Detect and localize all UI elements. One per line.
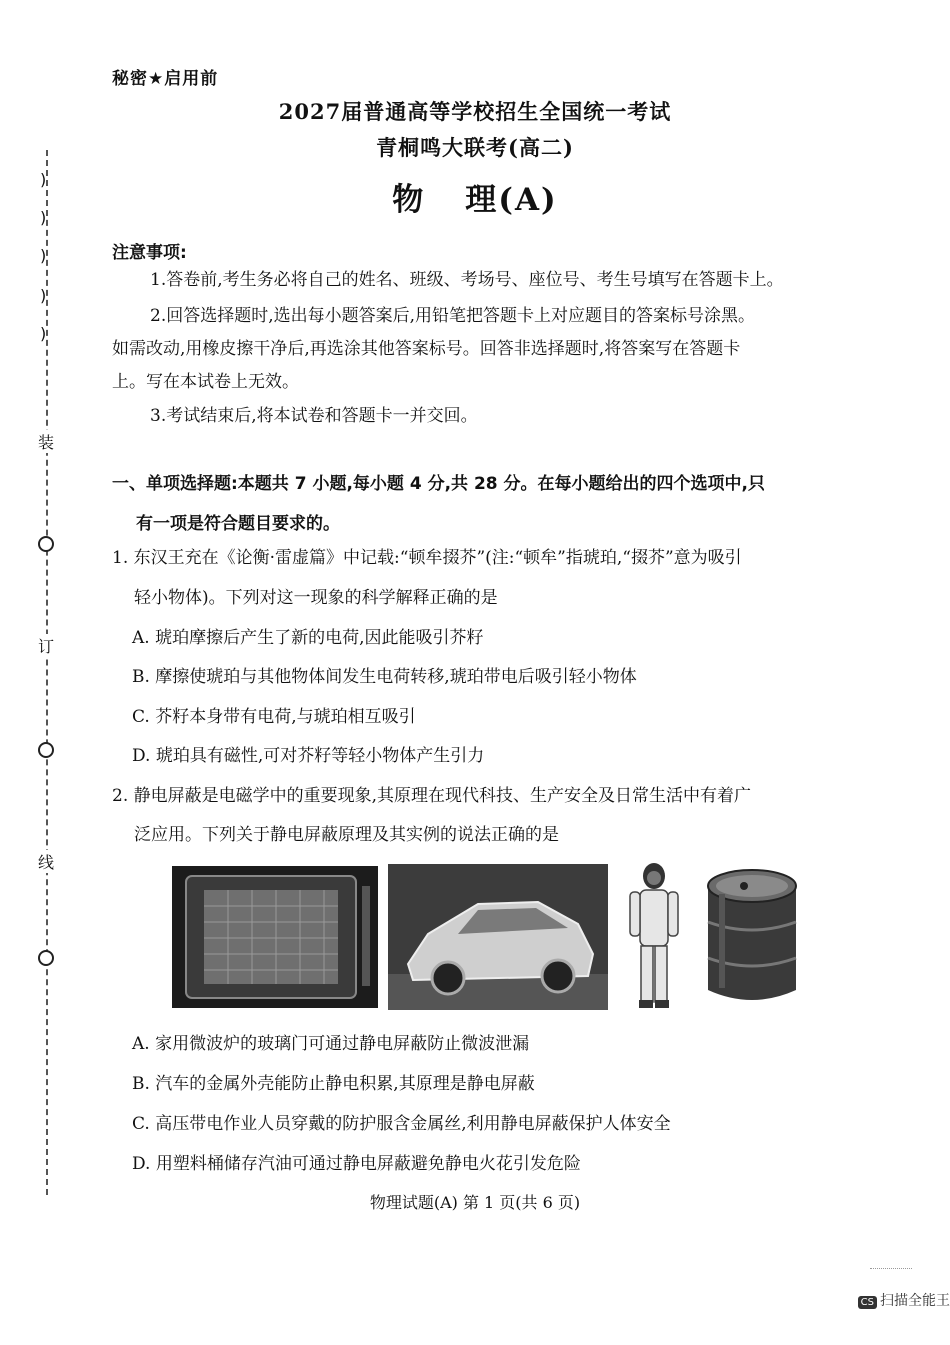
- question-2-stem: 2. 静电屏蔽是电磁学中的重要现象,其原理在现代科技、生产安全及日常生活中有着广: [112, 786, 752, 806]
- question-1-stem: 1. 东汉王充在《论衡·雷虚篇》中记载:“顿牟掇芥”(注:“顿牟”指琥珀,“掇芥”意为吸引: [112, 548, 742, 568]
- binding-hole: [38, 742, 54, 758]
- binding-hole: [38, 950, 54, 966]
- binding-label-xian: 线: [38, 850, 54, 873]
- exam-subtitle: 青桐鸣大联考(高二): [376, 135, 574, 160]
- question-1-option-b: B. 摩擦使琥珀与其他物体间发生电荷转移,琥珀带电后吸引轻小物体: [132, 667, 637, 687]
- question-2-option-a: A. 家用微波炉的玻璃门可通过静电屏蔽防止微波泄漏: [132, 1034, 530, 1054]
- binding-margin-line: [46, 150, 48, 1195]
- margin-bracket: ): [40, 170, 47, 189]
- margin-bracket: ): [40, 208, 47, 227]
- binding-label-ding: 订: [38, 634, 54, 657]
- protective-suit-image: [622, 860, 686, 1010]
- binding-hole: [38, 536, 54, 552]
- subject-title: [0, 174, 950, 219]
- question-2-stem: 泛应用。下列关于静电屏蔽原理及其实例的说法正确的是: [134, 825, 559, 845]
- margin-bracket: ): [40, 246, 47, 265]
- notice-item: 3.考试结束后,将本试卷和答题卡一并交回。: [150, 406, 478, 426]
- margin-bracket: ): [40, 286, 47, 305]
- question-2-option-b: B. 汽车的金属外壳能防止静电积累,其原理是静电屏蔽: [132, 1074, 535, 1094]
- exam-title: 2027届普通高等学校招生全国统一考试: [278, 99, 672, 124]
- question-1-stem: 轻小物体)。下列对这一现象的科学解释正确的是: [134, 588, 498, 608]
- binding-label-zhuang: 装: [38, 430, 54, 453]
- watermark-divider: [870, 1268, 912, 1269]
- question-2-option-c: C. 高压带电作业人员穿戴的防护服含金属丝,利用静电屏蔽保护人体安全: [132, 1114, 671, 1134]
- question-1-option-a: A. 琥珀摩擦后产生了新的电荷,因此能吸引芥籽: [132, 628, 484, 648]
- notice-item: 上。写在本试卷上无效。: [112, 372, 299, 392]
- notice-title: 注意事项:: [112, 243, 187, 263]
- confidential-mark: 秘密★启用前: [112, 69, 219, 89]
- scanner-watermark: [858, 1290, 950, 1310]
- question-1-option-c: C. 芥籽本身带有电荷,与琥珀相互吸引: [132, 707, 416, 727]
- section-heading-line: 一、单项选择题:本题共 7 小题,每小题 4 分,共 28 分。在每小题给出的四个选项中,只: [112, 474, 765, 494]
- subject-char-1: 物: [392, 182, 426, 218]
- question-2-option-d: D. 用塑料桶储存汽油可通过静电屏蔽避免静电火花引发危险: [132, 1154, 581, 1174]
- notice-item: 1.答卷前,考生务必将自己的姓名、班级、考场号、座位号、考生号填写在答题卡上。: [150, 270, 784, 290]
- car-body-image: [388, 864, 608, 1010]
- section-heading-line: 有一项是符合题目要求的。: [136, 514, 340, 534]
- metal-barrel-image: [700, 864, 804, 1006]
- notice-item: 2.回答选择题时,选出每小题答案后,用铅笔把答题卡上对应题目的答案标号涂黑。: [150, 306, 756, 326]
- page-footer: 物理试题(A) 第 1 页(共 6 页): [369, 1193, 581, 1212]
- margin-bracket: ): [40, 324, 47, 343]
- section-heading: [112, 464, 862, 544]
- microwave-image: [172, 866, 378, 1008]
- notice-item: 如需改动,用橡皮擦干净后,再选涂其他答案标号。回答非选择题时,将答案写在答题卡: [112, 339, 741, 359]
- subject-char-2: 理(A): [465, 182, 558, 218]
- cs-logo-icon: CS: [858, 1296, 877, 1309]
- question-1-option-d: D. 琥珀具有磁性,可对芥籽等轻小物体产生引力: [132, 746, 485, 766]
- watermark-text: 扫描全能王: [880, 1293, 950, 1309]
